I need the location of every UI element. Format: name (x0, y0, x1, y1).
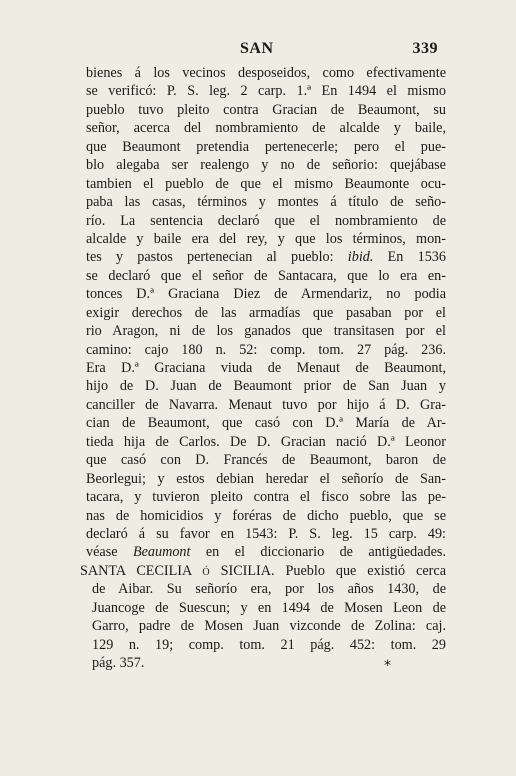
text-line: blo alegaba ser realengo y no de señorio: quejábase (86, 157, 446, 174)
text-segment: En 1536 (373, 249, 446, 266)
italic-ibid: ibid. (347, 249, 374, 266)
text-line: pág. 357. (92, 655, 145, 671)
text-line: señor, acerca del nombramiento de alcalde y baile, (86, 120, 446, 137)
text-line: exigir derechos de las armadías que pasaban por el (86, 304, 446, 321)
page-number: 339 (412, 40, 438, 57)
text-line: declaró á su favor en 1543: P. S. leg. 15 carp. 49: (86, 525, 446, 542)
text-segment: en el diccionario de antigüedades. (190, 544, 446, 561)
text-line: tieda hija de Carlos. De D. Gracian nació D.ª Leonor (86, 433, 446, 450)
text-line: se verificó: P. S. leg. 2 carp. 1.ª En 1494 el mismo (86, 83, 446, 100)
text-line: que Beaumont pretendia pertenecerle; pero el pue- (86, 138, 446, 155)
text-line (86, 248, 446, 266)
text-line: bienes á los vecinos desposeidos, como efectivamente (86, 65, 446, 81)
entry-first-line (80, 562, 446, 580)
text-line: canciller de Navarra. Menaut tuvo por hijo á D. Gra- (86, 396, 446, 413)
text-line: nas de homicidios y foréras de dicho pueblo, que se (86, 507, 446, 524)
text-line: Era D.ª Graciana viuda de Menaut de Beaumont, (86, 360, 446, 376)
text-line: río. La sentencia declaró que el nombramiento de (86, 212, 446, 229)
page-header (240, 40, 438, 64)
text-line: camino: cajo 180 n. 52: comp. tom. 27 pág. 236. (86, 341, 446, 358)
text-line: alcalde y baile era del rey, y que los términos, mon- (86, 230, 446, 247)
text-segment: tes y pastos pertenecian al pueblo: (86, 249, 334, 266)
text-line: 129 n. 19; comp. tom. 21 pág. 452: tom. 29 (92, 636, 446, 653)
text-line: pueblo tuvo pleito contra Gracian de Beaumont, su (86, 101, 446, 118)
text-line: tacara, y tuvieron pleito contra el fisco sobre las pe- (86, 489, 446, 506)
text-line: rio Aragon, ni de los ganados que transitasen por el (86, 323, 446, 340)
text-line: Garro, padre de Mosen Juan vizconde de Zolina: caj. (92, 618, 446, 635)
text-line: que casó con D. Francés de Beaumont, baron de (86, 452, 446, 469)
text-segment: véase (86, 544, 118, 561)
body-text (80, 64, 446, 672)
text-line: hijo de D. Juan de Beaumont prior de San Juan y (86, 378, 446, 395)
text-line (86, 543, 446, 561)
italic-beaumont: Beaumont (132, 544, 191, 561)
entry-lemma: SANTA CECILIA ó SICILIA. (80, 562, 275, 579)
text-line: se declaró que el señor de Santacara, que lo era en- (86, 267, 446, 284)
text-line: Beorlegui; y estos debian heredar el señorío de San- (86, 470, 446, 487)
text-line: Juancoge de Suescun; y en 1494 de Mosen Leon de (92, 599, 446, 616)
text-line: tambien el pueblo de que el mismo Beaumonte ocu- (86, 175, 446, 192)
text-line: paba las casas, términos y montes á título de seño- (86, 194, 446, 211)
ornament-asterisk: * (384, 658, 391, 674)
text-line: cian de Beaumont, que casó con D.ª María de Ar- (86, 415, 446, 432)
text-line: de Aibar. Su señorío era, por los años 1430, de (92, 581, 446, 598)
running-head: SAN (240, 40, 274, 57)
text-line: tonces D.ª Graciana Diez de Armendariz, no podia (86, 286, 446, 303)
text-segment: Pueblo que existió cerca (274, 562, 446, 579)
